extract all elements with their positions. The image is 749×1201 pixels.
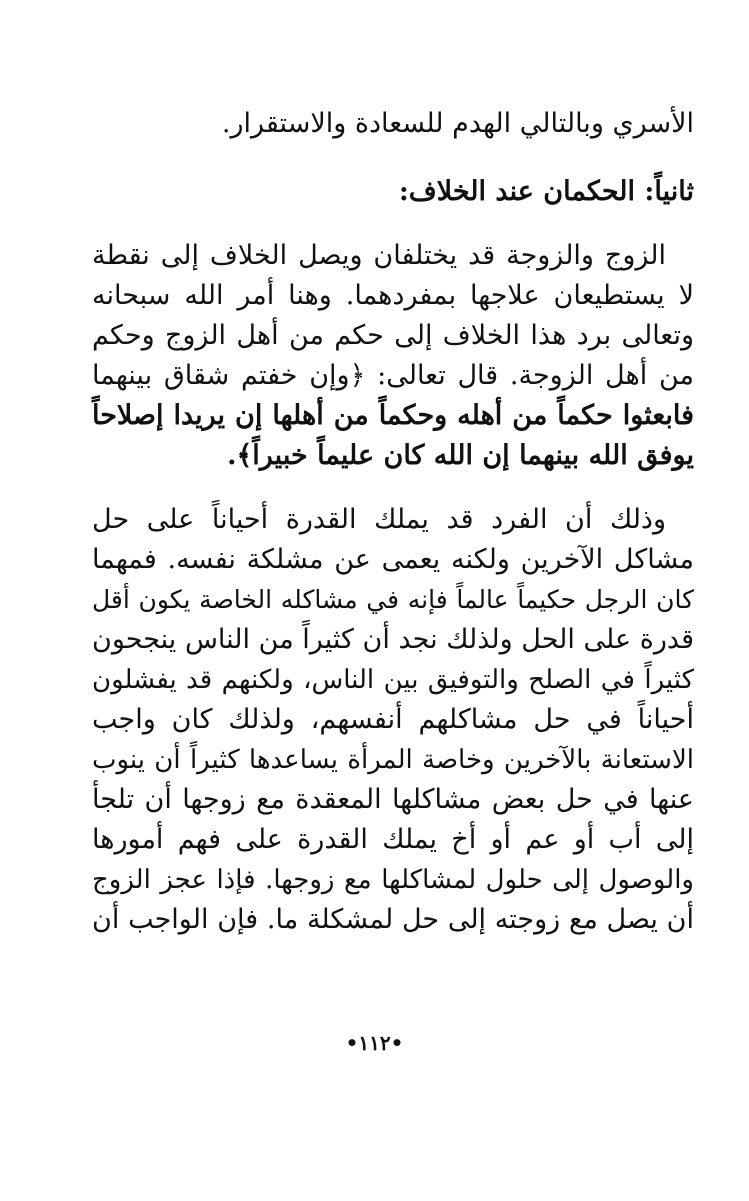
text-line: أن يصل مع زوجته إلى حل لمشكلة ما. فإن الواجب أن [92,904,694,935]
section-heading: ثانياً: الحكمان عند الخلاف: [398,176,694,207]
text-line: إلى أب أو عم أو أخ يملك القدرة على فهم أمورها [92,824,694,855]
quran-verse-line: فابعثوا حكماً من أهله وحكماً من أهلها إن يريدا إصلاحاً [92,400,694,431]
page-number: •١١٢• [345,1031,404,1055]
text-line: وتعالى برد هذا الخلاف إلى حكم من أهل الزوج وحكم [92,320,694,351]
intro-paragraph [92,104,694,144]
text-line: والوصول إلى حلول لمشاكلها مع زوجها. فإذا عجز الزوج [92,865,694,895]
text-line: مشاكل الآخرين ولكنه يعمى عن مشلكة نفسه. فمهما [92,544,694,575]
paragraph-arbitrators [92,236,694,476]
paragraph-explanation [92,500,694,940]
quran-verse-line: يوفق الله بينهما إن الله كان عليماً خبيراً﴾. [227,440,694,471]
text-line: عنها في حل بعض مشاكلها المعقدة مع زوجها أن تلجأ [92,784,694,815]
text-line: من أهل الزوجة. قال تعالى: ﴿وإن خفتم شقاق بينهما [92,360,694,391]
text-line: الاستعانة بالآخرين وخاصة المرأة يساعدها كثيراً أن ينوب [92,745,694,775]
text-line: قدرة على الحل ولذلك نجد أن كثيراً من الناس ينجحون [92,624,694,655]
text-line: كان الرجل حكيماً عالماً فإنه في مشاكله الخاصة يكون أقل [92,585,694,614]
text-line: كثيراً في الصلح والتوفيق بين الناس، ولكنهم قد يفشلون [92,665,694,695]
text-line: الزوج والزوجة قد يختلفان ويصل الخلاف إلى نقطة [92,240,666,271]
text-line: وذلك أن الفرد قد يملك القدرة أحياناً على حل [92,504,666,535]
text-line: أحياناً في حل مشاكلهم أنفسهم، ولذلك كان واجب [92,704,694,735]
text-line: لا يستطيعان علاجها بمفردهما. وهنا أمر الله سبحانه [92,280,694,311]
text-line: الأسري وبالتالي الهدم للسعادة والاستقرار. [221,108,694,139]
